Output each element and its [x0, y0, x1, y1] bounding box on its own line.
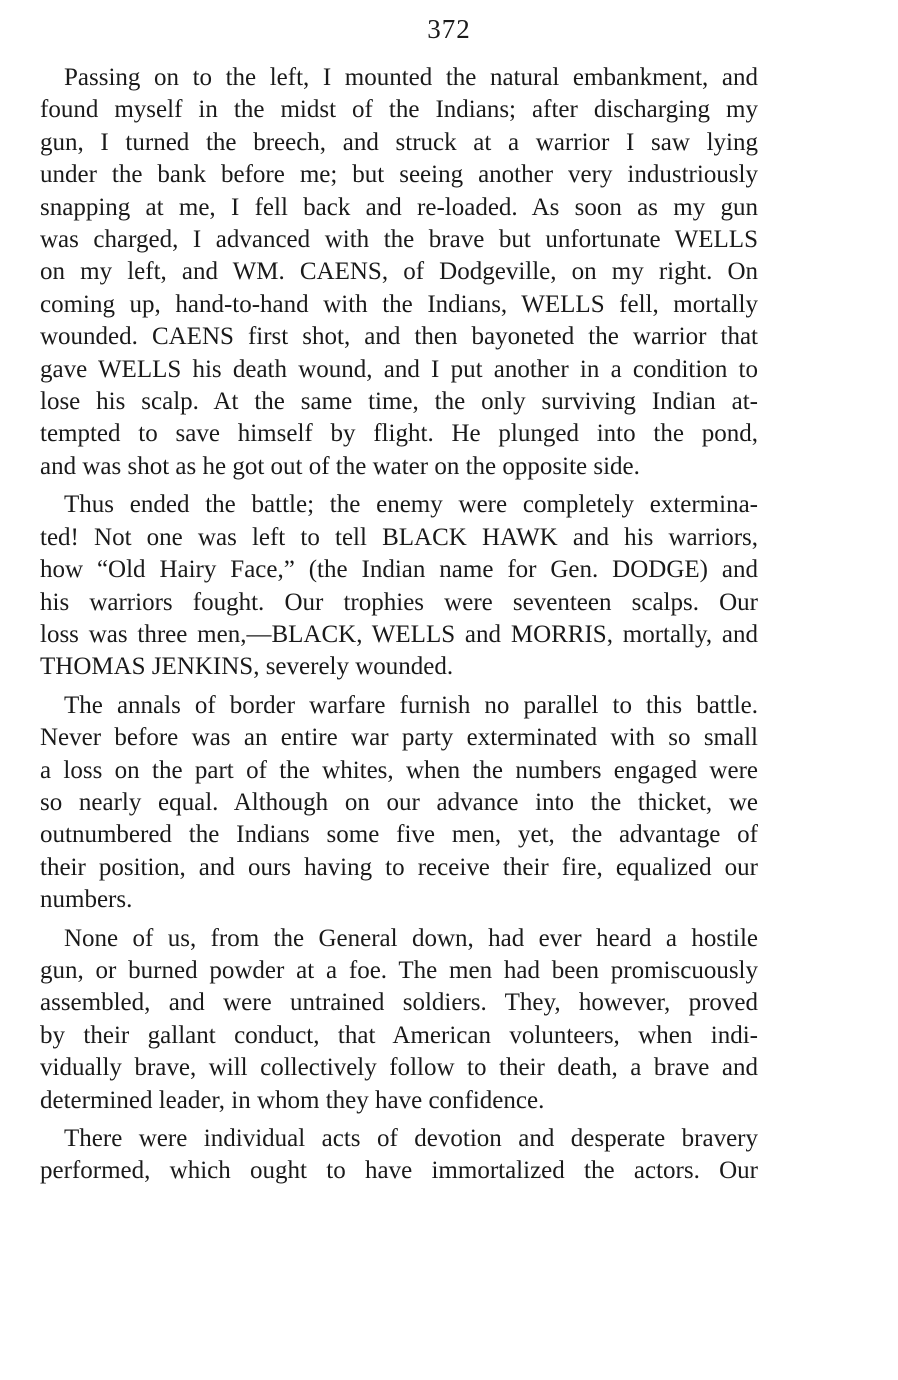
text-line: There were individual acts of devotion and desperate bravery [64, 1125, 758, 1152]
text-line: and was shot as he got out of the water on the opposite side. [40, 452, 640, 480]
text-line: a loss on the part of the whites, when the numbers engaged were [40, 756, 758, 784]
text-line: None of us, from the General down, had ever heard a hostile [64, 924, 758, 952]
text-line: assembled, and were untrained soldiers. They, however, proved [40, 989, 758, 1017]
text-line: under the bank before me; but seeing another very industriously [40, 161, 758, 189]
page-number: 372 [427, 14, 471, 44]
text-line: gave WELLS his death wound, and I put another in a condition to [40, 355, 758, 383]
text-line: The annals of border warfare furnish no parallel to this battle. [64, 691, 758, 719]
text-line: loss was three men,—BLACK, WELLS and MORRIS, mortally, and [40, 620, 758, 648]
text-line: found myself in the midst of the Indians; after discharging my [40, 96, 758, 124]
text-line: tempted to save himself by flight. He plunged into the pond, [40, 420, 758, 448]
text-line: their position, and ours having to receive their fire, equalized our [40, 853, 758, 881]
text-line: by their gallant conduct, that American volunteers, when indi- [40, 1021, 758, 1049]
text-line: was charged, I advanced with the brave but unfortunate WELLS [40, 226, 758, 254]
text-line: THOMAS JENKINS, severely wounded. [40, 653, 454, 681]
paragraph [40, 1123, 758, 1188]
text-line: determined leader, in whom they have confidence. [40, 1086, 545, 1114]
text-line: vidually brave, will collectively follow to their death, a brave and [40, 1054, 758, 1082]
text-line: performed, which ought to have immortalized the actors. Our [40, 1157, 758, 1185]
text-line: Thus ended the battle; the enemy were completely extermina- [64, 491, 758, 519]
paragraph [40, 62, 758, 483]
text-line: his warriors fought. Our trophies were seventeen scalps. Our [40, 588, 758, 616]
text-line: outnumbered the Indians some five men, yet, the advantage of [40, 821, 758, 849]
text-line: gun, or burned powder at a foe. The men had been promiscuously [40, 956, 758, 984]
text-line: ted! Not one was left to tell BLACK HAWK and his warriors, [40, 523, 758, 551]
text-line: gun, I turned the breech, and struck at a warrior I saw lying [40, 128, 758, 156]
text-line: how “Old Hairy Face,” (the Indian name for Gen. DODGE) and [40, 556, 758, 584]
text-line: coming up, hand-to-hand with the Indians, WELLS fell, mortally [40, 290, 758, 318]
text-line: lose his scalp. At the same time, the only surviving Indian at- [40, 388, 758, 416]
text-line: snapping at me, I fell back and re-loaded. As soon as my gun [40, 193, 758, 221]
text-line: wounded. CAENS first shot, and then bayoneted the warrior that [40, 323, 758, 351]
paragraph [40, 690, 758, 917]
text-line: so nearly equal. Although on our advance into the thicket, we [40, 788, 758, 816]
paragraph [40, 923, 758, 1117]
text-line: Never before was an entire war party exterminated with so small [40, 724, 758, 752]
text-line: numbers. [40, 886, 133, 914]
text-line: on my left, and WM. CAENS, of Dodgeville, on my right. On [40, 258, 758, 286]
paragraph [40, 489, 758, 683]
text-line: Passing on to the left, I mounted the natural embankment, and [64, 64, 758, 91]
body-text [40, 62, 758, 1194]
